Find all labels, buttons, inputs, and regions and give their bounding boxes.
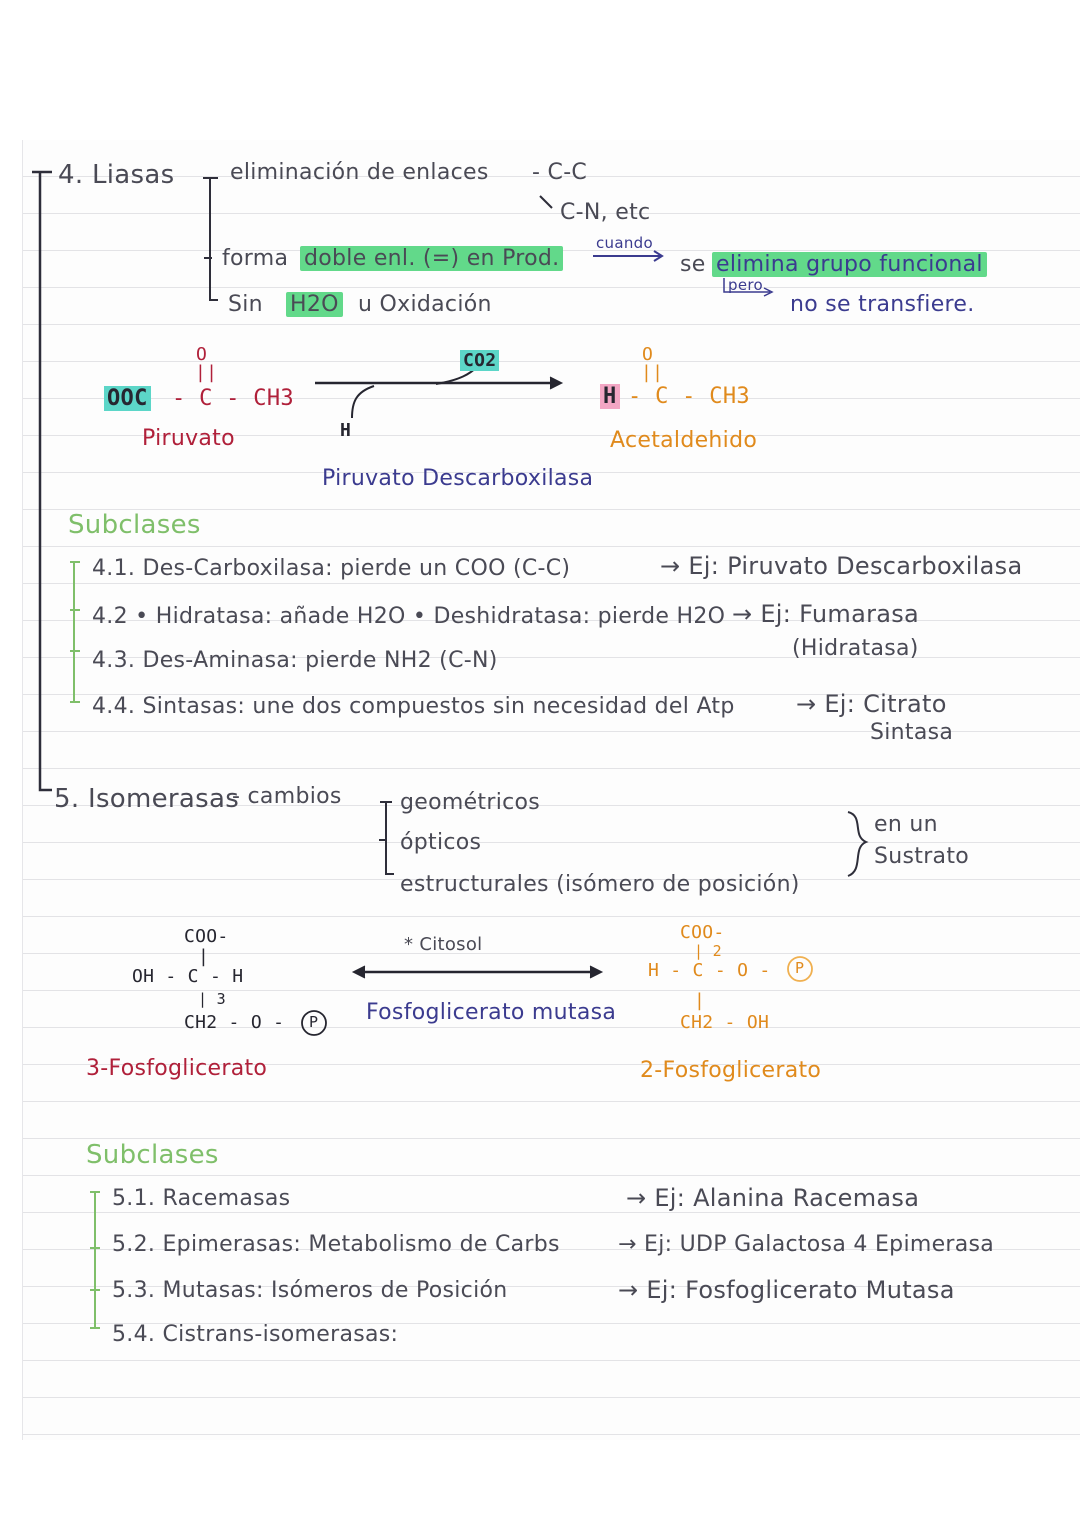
label-cuando: cuando xyxy=(596,234,653,252)
liasa-example-4-2: → Ej: Fumarasa xyxy=(732,600,920,628)
liasas-bond-cn: C-N, etc xyxy=(560,200,651,225)
liasas-h2o xyxy=(286,292,343,317)
liasas-no-transfiere: no se transfiere. xyxy=(790,292,975,317)
product-acetaldehido: Acetaldehido xyxy=(610,428,758,453)
highlight-h: H xyxy=(600,384,620,409)
pg3-carbon-number: | 3 xyxy=(198,990,226,1008)
liasas-bond-cc: - C-C xyxy=(532,160,588,185)
product-2-fosfoglicerato: 2-Fosfoglicerato xyxy=(640,1058,822,1083)
liasa-example-4-1: → Ej: Piruvato Descarboxilasa xyxy=(660,552,1023,580)
substrate-piruvato: Piruvato xyxy=(142,426,235,451)
location-citosol: * Citosol xyxy=(404,934,483,955)
isomerasa-subclass-5-2: 5.2. Epimerasas: Metabolismo de Carbs xyxy=(112,1232,560,1257)
pg3-carboxylate: COO- xyxy=(184,926,229,947)
pg3-ch2-row: CH2 - O - xyxy=(184,1012,285,1033)
pyruvate-oxygen: O xyxy=(196,344,208,365)
pg3-bond: | xyxy=(198,946,210,967)
pg2-carbon-number: | 2 xyxy=(694,942,722,960)
liasa-example-4-2-note: (Hidratasa) xyxy=(792,636,919,661)
hydrogen-added: H xyxy=(340,420,352,441)
liasa-subclass-4-1: 4.1. Des-Carboxilasa: pierde un COO (C-C) xyxy=(92,556,571,581)
liasas-def-eliminacion: eliminación de enlaces xyxy=(230,160,489,185)
highlight-co2: CO2 xyxy=(460,350,499,371)
pyruvate-backbone: - C - CH3 xyxy=(172,386,294,411)
isomerasa-example-5-1: → Ej: Alanina Racemasa xyxy=(626,1184,920,1212)
label-pero: pero xyxy=(728,276,763,294)
pg2-carboxylate: COO- xyxy=(680,922,725,943)
liasas-doble-enlace xyxy=(300,246,563,271)
isomerasas-geometricos: geométricos xyxy=(400,790,541,815)
liasas-sin: Sin xyxy=(228,292,263,317)
pyruvate-double-bond: || xyxy=(195,362,218,383)
isomerasas-opticos: ópticos xyxy=(400,830,482,855)
label-se: se xyxy=(680,252,706,277)
acetaldehyde-h xyxy=(600,384,620,409)
liasas-u-oxidacion: u Oxidación xyxy=(358,292,492,317)
liasa-subclass-4-4: 4.4. Sintasas: une dos compuestos sin necesidad del Atp xyxy=(92,694,735,719)
liasas-elimina-grupo xyxy=(712,252,987,277)
subclases-isomerasas-title: Subclases xyxy=(86,1140,219,1170)
isomerasa-subclass-5-1: 5.1. Racemasas xyxy=(112,1186,291,1211)
pg3-phosphate: P xyxy=(309,1013,319,1031)
acetaldehyde-double-bond: || xyxy=(641,362,664,383)
pyruvate-ooc xyxy=(104,386,151,411)
highlight-elimina-grupo: elimina grupo funcional xyxy=(712,252,987,277)
pg2-bond: | xyxy=(694,990,706,1011)
isomerasas-cambios: - cambios xyxy=(232,784,342,809)
enzyme-piruvato-descarboxilasa: Piruvato Descarboxilasa xyxy=(322,466,594,491)
co2-released xyxy=(460,350,499,371)
isomerasa-example-5-3: → Ej: Fosfoglicerato Mutasa xyxy=(618,1276,955,1304)
liasa-example-4-4-line2: Sintasa xyxy=(870,720,954,745)
isomerasa-subclass-5-4: 5.4. Cistrans-isomerasas: xyxy=(112,1322,399,1347)
acetaldehyde-backbone: - C - CH3 xyxy=(628,384,750,409)
pg2-ch2-row: CH2 - OH xyxy=(680,1012,770,1033)
isomerasas-heading: 5. Isomerasas xyxy=(54,784,240,814)
enzyme-fosfoglicerato-mutasa: Fosfoglicerato mutasa xyxy=(366,1000,617,1025)
acetaldehyde-oxygen: O xyxy=(642,344,654,365)
isomerasas-estructurales: estructurales (isómero de posición) xyxy=(400,872,800,897)
liasas-heading: 4. Liasas xyxy=(58,160,175,190)
highlight-doble-enlace: doble enl. (=) en Prod. xyxy=(300,246,563,271)
highlight-h2o: H2O xyxy=(286,292,343,317)
pg2-h-row: H - C - O - xyxy=(648,960,771,981)
highlight-ooc: OOC xyxy=(104,386,151,411)
liasa-example-4-4: → Ej: Citrato xyxy=(796,690,947,718)
liasa-subclass-4-3: 4.3. Des-Aminasa: pierde NH2 (C-N) xyxy=(92,648,498,673)
isomerasas-en-un: en un xyxy=(874,812,938,837)
isomerasa-subclass-5-3: 5.3. Mutasas: Isómeros de Posición xyxy=(112,1278,508,1303)
isomerasas-sustrato: Sustrato xyxy=(874,844,970,869)
substrate-3-fosfoglicerato: 3-Fosfoglicerato xyxy=(86,1056,268,1081)
pg3-oh-row: OH - C - H xyxy=(132,966,244,987)
subclases-liasas-title: Subclases xyxy=(68,510,201,540)
liasa-subclass-4-2: 4.2 • Hidratasa: añade H2O • Deshidratasa: pierde H2O xyxy=(92,604,726,629)
liasas-forma: forma xyxy=(222,246,289,271)
isomerasa-example-5-2: → Ej: UDP Galactosa 4 Epimerasa xyxy=(618,1232,995,1257)
pg2-phosphate: P xyxy=(795,959,805,977)
